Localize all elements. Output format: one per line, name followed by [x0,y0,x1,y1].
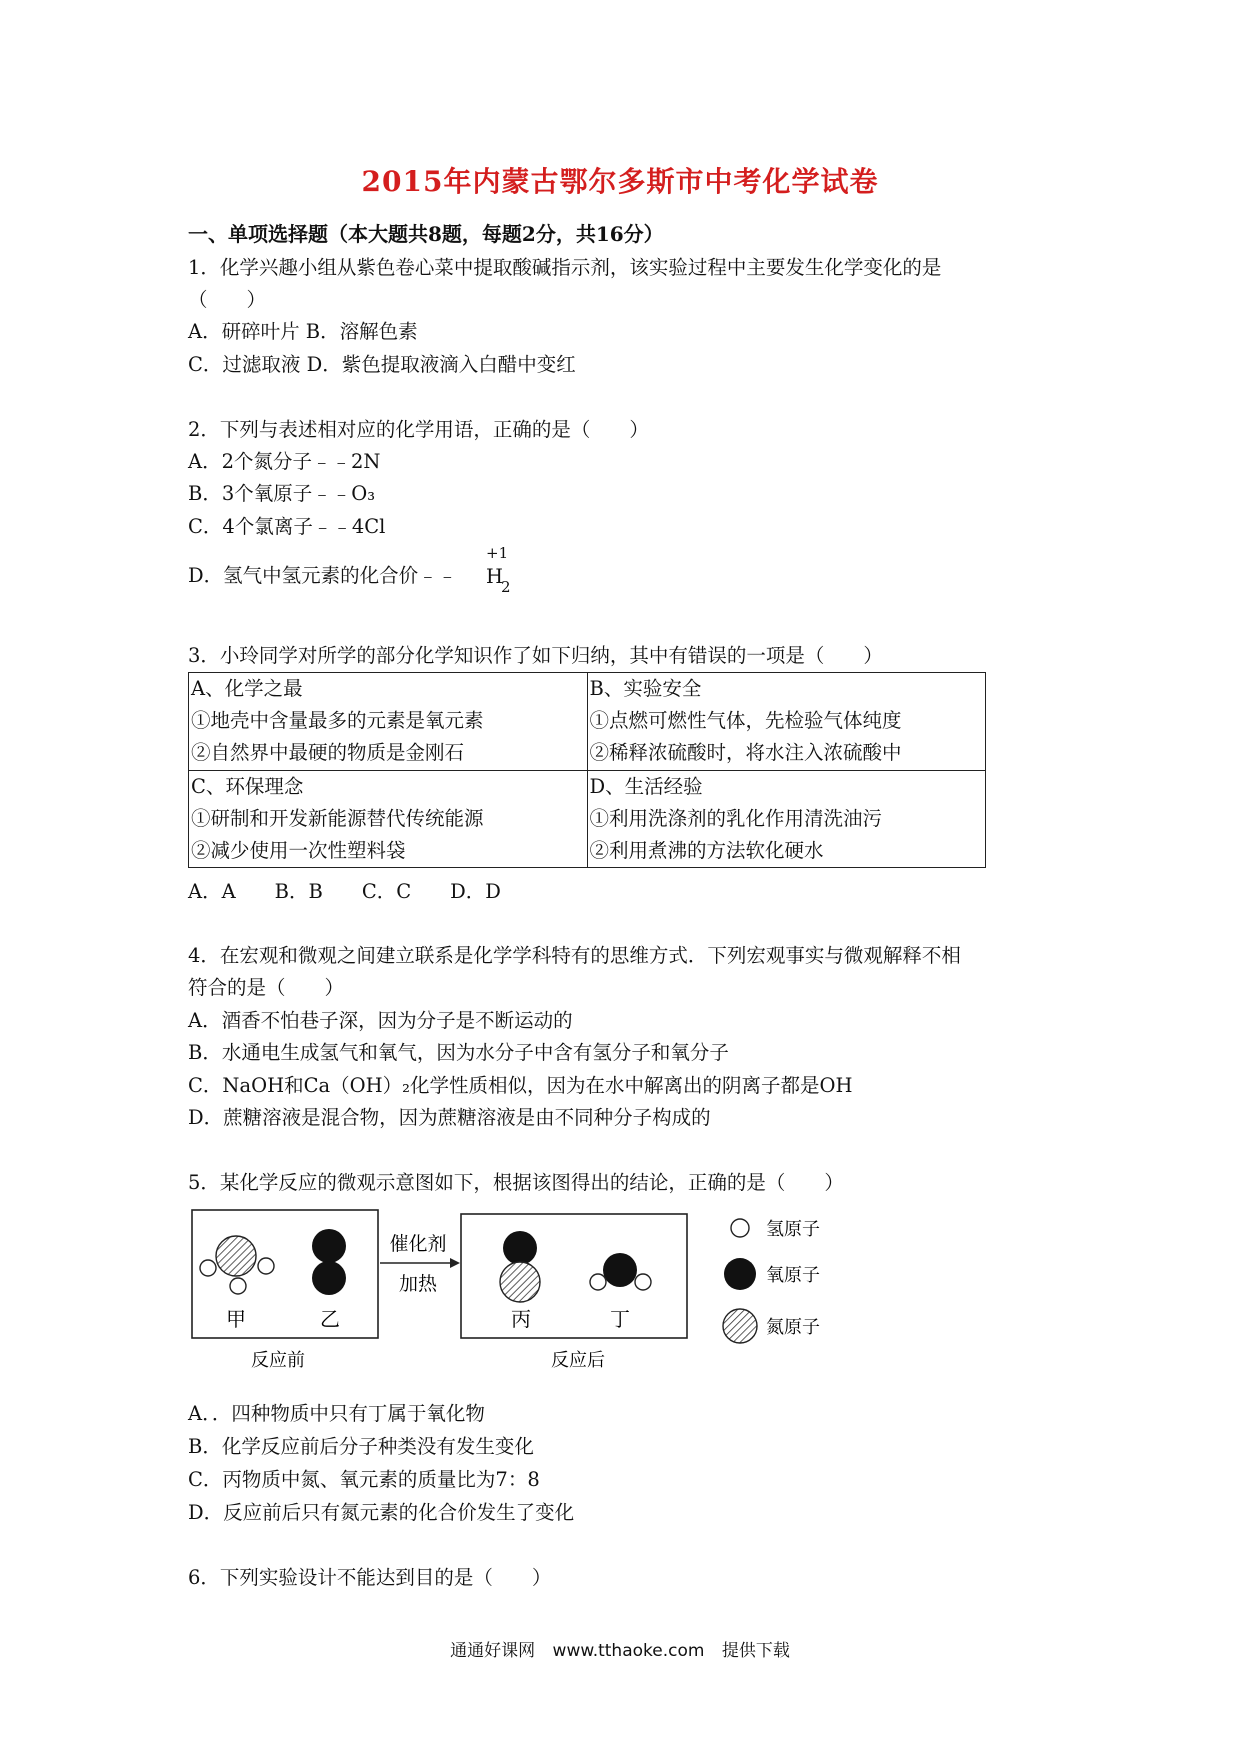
hydrogen-atom-icon [230,1278,246,1294]
table-cell-a [189,673,588,771]
q5-option-c: C．丙物质中氮、氧元素的质量比为7：8 [188,1468,540,1491]
cell-line: ②减少使用一次性塑料袋 [191,838,406,862]
q4-option-c: C．NaOH和Ca（OH）₂化学性质相似，因为在水中解离出的阴离子都是OH [188,1074,853,1097]
q2-option-c: C．4个氯离子﹣﹣4Cl [188,515,386,538]
label-ding: 丁 [610,1307,630,1331]
oxygen-atom-icon [312,1261,346,1295]
q2-stem: 2．下列与表述相对应的化学用语，正确的是（ ） [188,418,649,441]
hydrogen-atom-icon [635,1274,651,1290]
label-jia: 甲 [226,1307,246,1331]
hydrogen-atom-icon [258,1258,274,1274]
catalyst-label: 催化剂 [389,1233,447,1255]
cell-heading: D、生活经验 [589,774,703,798]
heat-label: 加热 [398,1273,438,1295]
footer-url[interactable]: www.tthaoke.com [552,1641,705,1661]
before-box [192,1210,378,1338]
q5-stem: 5．某化学反应的微观示意图如下，根据该图得出的结论，正确的是（ ） [188,1171,844,1194]
label-yi: 乙 [320,1307,340,1331]
legend-nitrogen: 氮原子 [766,1317,820,1338]
legend-oxygen: 氧原子 [766,1265,820,1286]
cell-line: ①地壳中含量最多的元素是氧元素 [191,709,484,732]
q4-option-b: B．水通电生成氢气和氧气，因为水分子中含有氢分子和氧分子 [188,1041,729,1064]
arrow-head-icon [450,1258,460,1268]
cell-line: ①研制和开发新能源替代传统能源 [191,806,484,830]
page-footer [0,1636,1240,1661]
page-title: 2015年内蒙古鄂尔多斯市中考化学试卷 [361,165,879,198]
label-bing: 丙 [511,1307,531,1331]
q3-summary-table [188,672,986,868]
cell-heading: A、化学之最 [191,677,303,700]
legend-hydrogen: 氢原子 [766,1219,820,1240]
q3-stem: 3．小玲同学对所学的部分化学知识作了如下归纳，其中有错误的一项是（ ） [188,644,883,667]
q1-stem: 1．化学兴趣小组从紫色卷心菜中提取酸碱指示剂，该实验过程中主要发生化学变化的是 [188,256,942,279]
q2-d-subscript: 2 [501,578,511,596]
cell-heading: C、环保理念 [191,774,304,798]
oxygen-atom-icon [503,1231,537,1265]
before-caption: 反应前 [251,1350,305,1371]
q5-option-a: A．．四种物质中只有丁属于氧化物 [188,1402,485,1425]
table-cell-c [189,770,588,868]
oxygen-legend-icon [724,1258,756,1290]
cell-line: ①利用洗涤剂的乳化作用清洗油污 [589,806,883,830]
cell-line: ②利用煮沸的方法软化硬水 [589,838,824,862]
table-row [189,770,986,868]
reaction-diagram [188,1208,868,1388]
cell-heading: B、实验安全 [589,677,702,700]
q4-stem-line2: 符合的是（ ） [188,976,345,999]
q2-option-a: A．2个氮分子﹣﹣2N [188,450,381,473]
q2-d-formula: H [486,565,504,588]
hydrogen-legend-icon [731,1219,749,1237]
q2-option-d: D．氢气中氢元素的化合价﹣﹣ [188,564,458,587]
cell-line: ①点燃可燃性气体，先检验气体纯度 [589,709,902,732]
nitrogen-legend-icon [723,1309,757,1343]
q4-stem-line1: 4．在宏观和微观之间建立联系是化学学科特有的思维方式．下列宏观事实与微观解释不相 [188,944,961,967]
q6-stem: 6．下列实验设计不能达到目的是（ ） [188,1566,552,1589]
hydrogen-atom-icon [590,1274,606,1290]
cell-line: ②自然界中最硬的物质是金刚石 [191,741,465,764]
q1-options-line2: C．过滤取液 D．紫色提取液滴入白醋中变红 [188,353,576,376]
q4-option-d: D．蔗糖溶液是混合物，因为蔗糖溶液是由不同种分子构成的 [188,1106,711,1129]
table-row [189,673,986,771]
section-heading: 一、单项选择题（本大题共8题，每题2分，共16分） [188,222,664,246]
footer-suffix: 提供下载 [721,1641,790,1661]
table-cell-b [587,673,986,771]
q2-option-b: B．3个氧原子﹣﹣O₃ [188,482,376,505]
after-box [461,1214,687,1338]
oxygen-atom-icon [312,1229,346,1263]
q5-option-d: D．反应前后只有氮元素的化合价发生了变化 [188,1501,575,1524]
q4-option-a: A．酒香不怕巷子深，因为分子是不断运动的 [188,1009,573,1032]
q2-d-charge: +1 [486,544,509,562]
hydrogen-atom-icon [200,1260,216,1276]
nitrogen-atom-icon [500,1262,540,1302]
after-caption: 反应后 [551,1350,605,1371]
nitrogen-atom-icon [216,1236,256,1276]
footer-site-name: 通通好课网 [450,1641,536,1661]
q5-option-b: B．化学反应前后分子种类没有发生变化 [188,1435,534,1458]
q1-blank: （ ） [188,288,267,311]
cell-line: ②稀释浓硫酸时，将水注入浓硫酸中 [589,741,902,764]
oxygen-atom-icon [603,1253,637,1287]
q1-options-line1: A．研碎叶片 B．溶解色素 [188,320,418,343]
q3-options: A．A B．B C．C D．D [188,880,501,903]
table-cell-d [587,770,986,868]
